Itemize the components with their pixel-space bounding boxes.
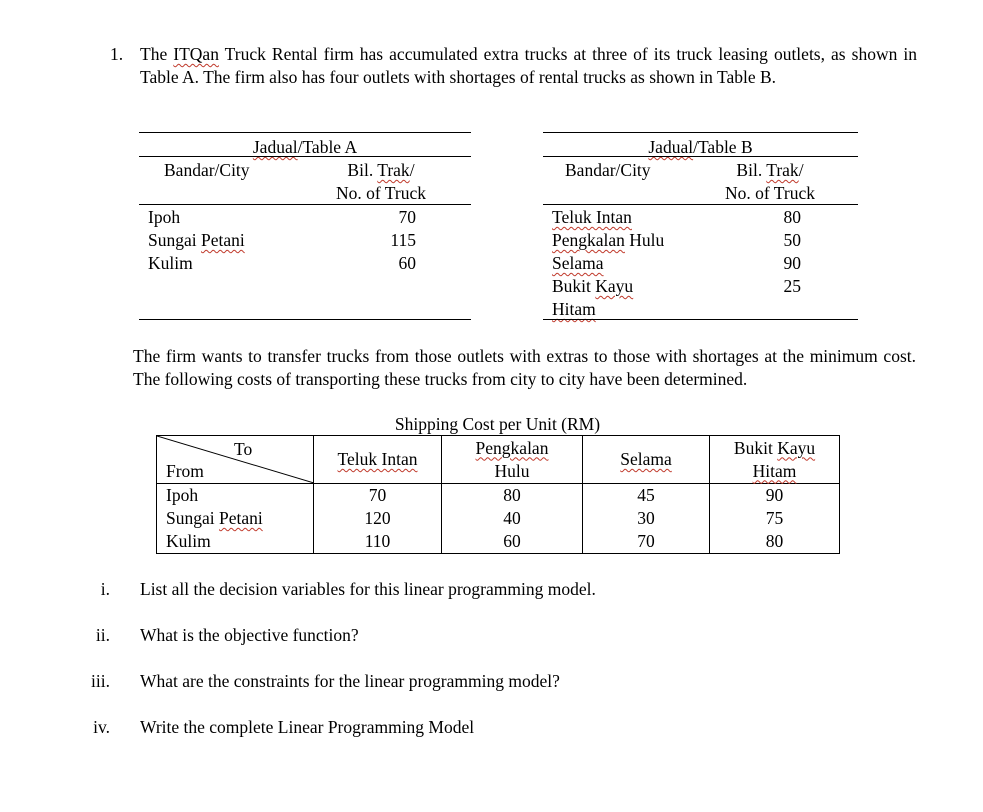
table-b-row-city [552, 275, 633, 298]
sub-question-number: i. [100, 579, 110, 599]
cost-cell: 40 [442, 507, 583, 530]
table-a-col-city: Bandar/City [164, 160, 250, 180]
cost-cell: 110 [314, 530, 442, 554]
dest-header [442, 436, 583, 484]
col-label-part: Bil. [347, 160, 374, 180]
cost-cell: 80 [710, 530, 840, 554]
dest-label: Bukit [733, 437, 778, 458]
table-b-row-value: 50 [783, 230, 801, 250]
question-number: 1. [110, 44, 124, 64]
table-a-col-trucks-l2: No. of Truck [336, 183, 426, 203]
dest-label: Kayu [777, 437, 816, 458]
shipping-title: Shipping Cost per Unit (RM) [394, 414, 601, 434]
table-a-row-city [148, 206, 180, 229]
cost-cell: 45 [583, 484, 710, 508]
table-b-col-trucks-l1 [700, 159, 840, 182]
sub-question-number: ii. [95, 625, 110, 645]
sub-question-number: iv. [93, 717, 110, 737]
corner-from-label: From [166, 461, 204, 481]
origin-label: Petani [219, 508, 263, 528]
intro-text-rest: Truck Rental firm has accumulated extra trucks at three of its truck leasing outlets, as shown in Table A. The firm also has four outlets with shortages of rental trucks as shown in Table B. [140, 44, 918, 87]
origin-cell [157, 507, 314, 530]
origin-label: Sungai [166, 508, 219, 528]
table-b-row-value: 90 [783, 253, 801, 273]
table-b-title-en: /Table B [693, 137, 753, 157]
cost-cell: 90 [710, 484, 840, 508]
table-a-row-city [148, 252, 193, 275]
intro-text: The [140, 44, 168, 64]
sub-question-number: iii. [91, 671, 110, 691]
dest-label: Hitam [752, 460, 797, 481]
origin-cell [157, 484, 314, 508]
table-a-rule-top [139, 132, 471, 133]
shipping-corner-cell [157, 436, 314, 484]
table-a-row-value: 115 [390, 230, 416, 250]
table-a-row-value: 70 [398, 207, 416, 227]
table-a-title-en: /Table A [297, 137, 358, 157]
city-part: Ipoh [148, 207, 181, 227]
firm-name: ITQan [173, 44, 219, 64]
city-part: Kulim [148, 253, 193, 273]
shipping-cost-table [156, 435, 840, 554]
dest-label: Pengkalan [475, 437, 549, 458]
sub-question-text: List all the decision variables for this linear programming model. [140, 579, 596, 599]
city-part: Kayu [595, 276, 634, 296]
dest-header [710, 436, 840, 484]
sub-question-text: What are the constraints for the linear programming model? [140, 671, 560, 691]
table-a-row-value: 60 [398, 253, 416, 273]
table-a-title-malay: Jadual [252, 137, 298, 157]
table-b-rule-title [543, 156, 858, 157]
dest-header [583, 436, 710, 484]
dest-label: Teluk Intan [337, 449, 418, 469]
shipping-header-row [157, 436, 840, 484]
table-a-row-city [148, 229, 245, 252]
col-label-part: / [409, 160, 415, 180]
table-b-row-value: 25 [783, 276, 801, 296]
corner-to-label: To [234, 439, 253, 459]
origin-cell [157, 530, 314, 554]
city-part: Teluk Intan [552, 207, 632, 227]
dest-header [314, 436, 442, 484]
sub-question-text: Write the complete Linear Programming Model [140, 717, 475, 737]
table-b-col-city: Bandar/City [565, 160, 651, 180]
table-b-row-city [552, 252, 604, 275]
col-label-part: Trak [766, 160, 799, 180]
cost-cell: 75 [710, 507, 840, 530]
city-part: Petani [201, 230, 245, 250]
city-part: Hitam [552, 299, 596, 319]
table-b-rule-bottom [543, 319, 858, 320]
cost-cell: 60 [442, 530, 583, 554]
shipping-row [157, 484, 840, 508]
dest-label: Selama [620, 449, 672, 469]
table-a-rule-title [139, 156, 471, 157]
table-b-row-city [552, 229, 664, 252]
sub-question-text: What is the objective function? [140, 625, 359, 645]
table-a-rule-header [139, 204, 471, 205]
table-b-rule-header [543, 204, 858, 205]
table-a-col-trucks-l1 [311, 159, 451, 182]
cost-cell: 120 [314, 507, 442, 530]
city-part: Selama [552, 253, 604, 273]
origin-label: Kulim [166, 531, 211, 551]
table-b-rule-top [543, 132, 858, 133]
question-intro [140, 43, 917, 89]
shipping-row [157, 530, 840, 554]
origin-label: Ipoh [166, 485, 199, 505]
city-part: Hulu [624, 230, 665, 250]
table-a-rule-bottom [139, 319, 471, 320]
cost-cell: 70 [583, 530, 710, 554]
cost-cell: 70 [314, 484, 442, 508]
table-b-row-city-wrap [552, 298, 596, 321]
table-b-title-malay: Jadual [648, 137, 694, 157]
dest-label: Hulu [494, 460, 530, 481]
table-b-col-trucks-l2: No. of Truck [725, 183, 815, 203]
city-part: Pengkalan [552, 230, 625, 250]
city-part: Sungai [148, 230, 201, 250]
transfer-paragraph: The firm wants to transfer trucks from those outlets with extras to those with shortages at the minimum cost. The following costs of transporting these trucks from city to city have been determined. [133, 346, 916, 389]
table-b-row-value: 80 [783, 207, 801, 227]
shipping-row [157, 507, 840, 530]
cost-cell: 30 [583, 507, 710, 530]
city-part: Bukit [552, 276, 596, 296]
col-label-part: / [798, 160, 804, 180]
table-b-row-city [552, 206, 632, 229]
col-label-part: Bil. [736, 160, 763, 180]
col-label-part: Trak [377, 160, 410, 180]
cost-cell: 80 [442, 484, 583, 508]
